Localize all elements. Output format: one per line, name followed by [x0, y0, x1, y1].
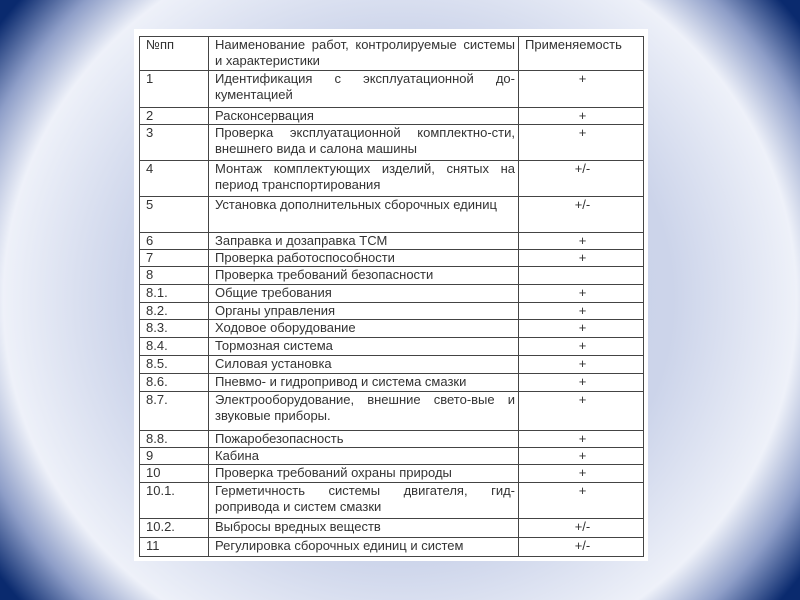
row-work-name: Проверка требований охраны природы: [209, 465, 519, 483]
row-number: 8.6.: [140, 374, 209, 392]
row-work-name: Выбросы вредных веществ: [209, 519, 519, 538]
table-row: [140, 250, 644, 267]
row-applicability: +: [519, 108, 644, 125]
row-number: 8.5.: [140, 356, 209, 374]
row-work-name: Общие требования: [209, 285, 519, 303]
row-work-name: Ходовое оборудование: [209, 320, 519, 338]
row-number: 8.2.: [140, 303, 209, 320]
row-applicability: +: [519, 448, 644, 465]
row-work-name: Электрооборудование, внешние свето-вые и звуковые приборы.: [209, 392, 519, 431]
row-work-name: Кабина: [209, 448, 519, 465]
row-applicability: +: [519, 374, 644, 392]
row-number: 8: [140, 267, 209, 285]
table-row: [140, 483, 644, 519]
row-applicability: [519, 267, 644, 285]
row-applicability: +/-: [519, 538, 644, 557]
row-applicability: +: [519, 356, 644, 374]
row-number: 8.7.: [140, 392, 209, 431]
table-row: [140, 108, 644, 125]
table-row: [140, 71, 644, 108]
table-row: [140, 465, 644, 483]
row-work-name: Пневмо- и гидропривод и система смазки: [209, 374, 519, 392]
row-work-name: Расконсервация: [209, 108, 519, 125]
table-row: [140, 197, 644, 233]
row-work-name: Органы управления: [209, 303, 519, 320]
row-applicability: +: [519, 285, 644, 303]
row-applicability: +: [519, 233, 644, 250]
row-number: 11: [140, 538, 209, 557]
row-number: 8.1.: [140, 285, 209, 303]
table-row: [140, 538, 644, 557]
row-applicability: +: [519, 250, 644, 267]
document-panel: [134, 29, 648, 561]
row-work-name: Герметичность системы двигателя, гид-ропривода и систем смазки: [209, 483, 519, 519]
header-work-name: Наименование работ, контролируемые системы и характеристики: [209, 37, 519, 71]
row-work-name: Пожаробезопасность: [209, 431, 519, 448]
works-table: [139, 36, 644, 557]
table-row: [140, 356, 644, 374]
row-number: 5: [140, 197, 209, 233]
row-number: 9: [140, 448, 209, 465]
header-number: №пп: [140, 37, 209, 71]
table-row: [140, 233, 644, 250]
row-number: 8.4.: [140, 338, 209, 356]
table-row: [140, 303, 644, 320]
row-work-name: Проверка требований безопасности: [209, 267, 519, 285]
table-row: [140, 267, 644, 285]
row-applicability: +: [519, 71, 644, 108]
table-row: [140, 519, 644, 538]
row-number: 2: [140, 108, 209, 125]
row-work-name: Заправка и дозаправка ТСМ: [209, 233, 519, 250]
table-header-row: [140, 37, 644, 71]
row-work-name: Тормозная система: [209, 338, 519, 356]
row-number: 8.3.: [140, 320, 209, 338]
table-row: [140, 125, 644, 161]
row-work-name: Монтаж комплектующих изделий, снятых на период транспортирования: [209, 161, 519, 197]
row-applicability: +/-: [519, 197, 644, 233]
row-applicability: +: [519, 125, 644, 161]
row-number: 10: [140, 465, 209, 483]
table-row: [140, 374, 644, 392]
table-row: [140, 320, 644, 338]
table-row: [140, 448, 644, 465]
table-row: [140, 392, 644, 431]
row-applicability: +: [519, 431, 644, 448]
row-applicability: +/-: [519, 161, 644, 197]
row-applicability: +: [519, 392, 644, 431]
row-applicability: +: [519, 465, 644, 483]
row-work-name: Силовая установка: [209, 356, 519, 374]
row-applicability: +: [519, 338, 644, 356]
row-number: 10.2.: [140, 519, 209, 538]
row-number: 7: [140, 250, 209, 267]
row-applicability: +: [519, 320, 644, 338]
row-applicability: +/-: [519, 519, 644, 538]
row-work-name: Проверка эксплуатационной комплектно-сти, внешнего вида и салона машины: [209, 125, 519, 161]
table-row: [140, 431, 644, 448]
row-number: 3: [140, 125, 209, 161]
row-applicability: +: [519, 483, 644, 519]
row-number: 4: [140, 161, 209, 197]
row-work-name: Установка дополнительных сборочных единиц: [209, 197, 519, 233]
row-work-name: Проверка работоспособности: [209, 250, 519, 267]
row-number: 8.8.: [140, 431, 209, 448]
row-work-name: Идентификация с эксплуатационной до-кументацией: [209, 71, 519, 108]
row-number: 6: [140, 233, 209, 250]
table-row: [140, 285, 644, 303]
row-work-name: Регулировка сборочных единиц и систем: [209, 538, 519, 557]
row-number: 1: [140, 71, 209, 108]
row-number: 10.1.: [140, 483, 209, 519]
table-body: [140, 71, 644, 557]
table-row: [140, 338, 644, 356]
table-row: [140, 161, 644, 197]
header-applicability: Применяемость: [519, 37, 644, 71]
row-applicability: +: [519, 303, 644, 320]
